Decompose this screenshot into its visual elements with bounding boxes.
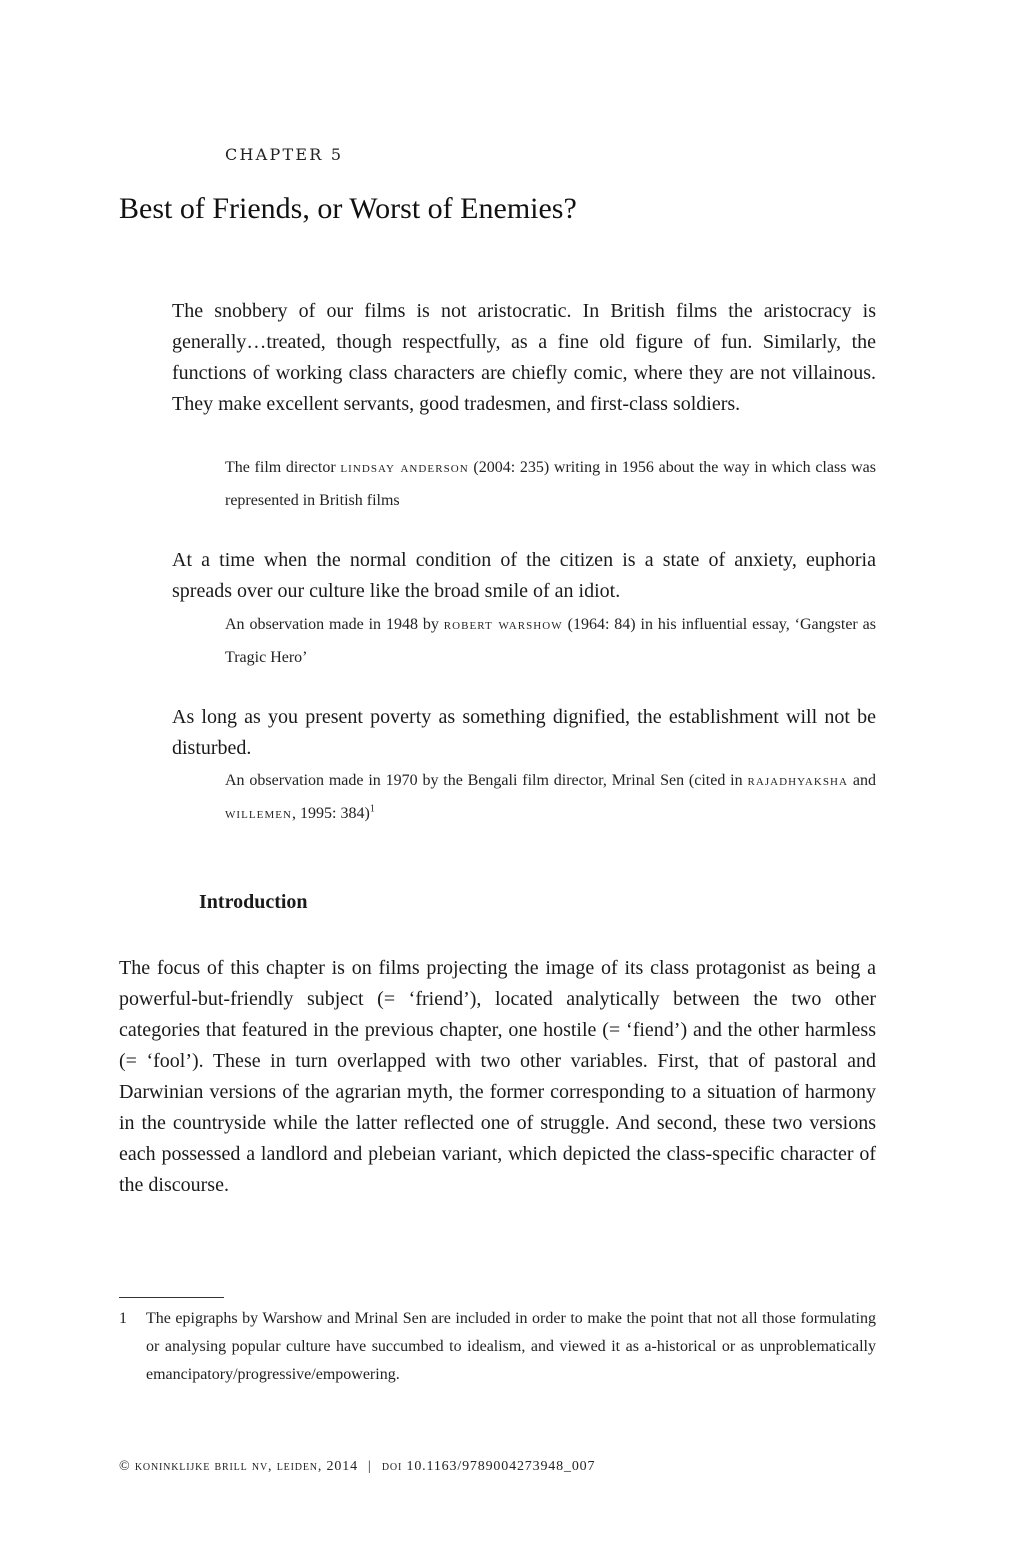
footer-doi[interactable]: doi 10.1163/9789004273948_007 (381, 1459, 596, 1474)
footnote-number: 1 (119, 1310, 127, 1327)
epigraph-quote-1: The snobbery of our films is not aristocratic. In British films the aristocracy is generally…treated, though respectfully, as a fine old figure of fun. Similarly, the functions of working class characters are chiefly comic, where they are not villainous. They make excellent servants, good tradesmen, and first-class soldiers. (172, 300, 876, 415)
attribution-author: lindsay anderson (340, 460, 469, 476)
attribution-text: and (848, 772, 876, 789)
footnote-text: The epigraphs by Warshow and Mrinal Sen are included in order to make the point that not all those formulating or analysing popular culture have succumbed to idealism, and viewed it as a-historical or as unproblematically emancipatory/progressive/empowering. (146, 1310, 876, 1383)
epigraph-attribution-2 (225, 609, 876, 673)
chapter-title: Best of Friends, or Worst of Enemies? (119, 192, 577, 225)
page-footer (119, 1459, 595, 1475)
footnote-divider (119, 1297, 224, 1298)
attribution-author: rajadhyaksha (747, 773, 849, 789)
attribution-text: An observation made in 1948 by (225, 616, 444, 633)
footnote-reference[interactable]: 1 (369, 803, 375, 815)
footer-separator: | (367, 1459, 372, 1474)
attribution-text: , 1995: 384) (292, 804, 370, 822)
epigraph-attribution-1 (225, 452, 876, 516)
attribution-author: robert warshow (443, 617, 563, 633)
epigraph-quote-3: As long as you present poverty as something dignified, the establishment will not be disturbed. (172, 706, 876, 759)
epigraph-quote-2: At a time when the normal condition of the citizen is a state of anxiety, euphoria spreads over our culture like the broad smile of an idiot. (172, 549, 876, 602)
attribution-text: An observation made in 1970 by the Bengali film director, Mrinal Sen (cited in (225, 772, 748, 789)
footnote (119, 1305, 876, 1389)
epigraph-attribution-3 (225, 765, 876, 830)
attribution-text: (2004: 235) writing in 1956 about the way in which class was represented in British films (225, 459, 876, 509)
attribution-author: willemen (225, 805, 293, 822)
attribution-text: (1964: 84) in his influential essay, ‘Gangster as Tragic Hero’ (225, 616, 877, 666)
chapter-label: CHAPTER 5 (225, 145, 344, 164)
body-paragraph: The focus of this chapter is on films projecting the image of its class protagonist as being a powerful-but-friendly subject (= ‘friend’), located analytically between the two other categories that featured in the previous chapter, one hostile (= ‘fiend’) and the other harmless (= ‘fool’). These in turn overlapped with two other variables. First, that of pastoral and Darwinian versions of the agrarian myth, the former corresponding to a situation of harmony in the countryside while the latter reflected one of struggle. And second, these two versions each possessed a landlord and plebeian variant, which depicted the class-specific character of the discourse. (119, 957, 876, 1196)
attribution-text: The film director (225, 459, 341, 476)
footer-copyright: © koninklijke brill nv, leiden, 2014 (119, 1459, 358, 1474)
section-heading: Introduction (199, 891, 308, 913)
